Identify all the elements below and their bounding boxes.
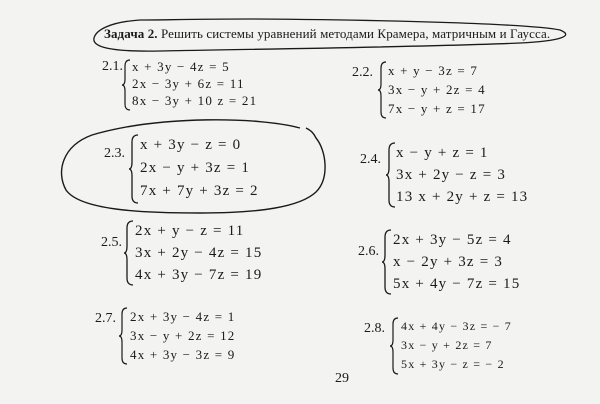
equation: 8x − 3y + 10 z = 21 [132,93,258,108]
equation: 7x + 7y + 3z = 2 [140,183,259,199]
equation: 2x + 3y − 4z = 1 [130,309,236,324]
equation: 2x − y + 3z = 1 [140,160,251,176]
equation-system [388,61,486,118]
brace-icon [390,317,400,380]
equation: 13 x + 2y + z = 13 [396,189,529,205]
equation-system [135,220,262,286]
equation: x + y − 3z = 7 [388,63,479,78]
brace-icon [119,307,129,370]
equation: x − y + z = 1 [396,145,489,161]
task-heading [104,26,550,42]
equation-system [130,307,235,364]
equation: 5x + 3y − z = − 2 [401,357,505,371]
equation: 2x + 3y − 5z = 4 [393,232,512,248]
equation-system [132,58,257,109]
brace-icon [378,61,388,124]
equation: 3x + 2y − 4z = 15 [135,245,263,261]
equation: 2x − 3y + 6z = 11 [132,76,245,91]
brace-icon [382,229,393,300]
equation-system [140,134,259,203]
page-number: 29 [335,371,349,386]
task-label: Задача 2. [104,26,158,41]
equation: 3x − y + 2z = 12 [130,328,236,343]
problem-number: 2.2. [352,65,373,80]
equation: x − 2y + 3z = 3 [393,254,504,270]
problem-number: 2.5. [101,235,122,250]
equation: 4x + 4y − 3z = − 7 [401,319,512,333]
problem-number: 2.7. [95,311,116,326]
equation: x + 3y − z = 0 [140,137,242,153]
equation: 4x + 3y − 3z = 9 [130,347,236,362]
brace-icon [129,134,140,209]
task-instructions: Решить системы уравнений методами Крамера, матричным и Гаусса. [157,26,551,41]
equation: 5x + 4y − 7z = 15 [393,276,521,292]
equation: 3x − y + 2z = 7 [401,338,493,352]
problem-number: 2.8. [364,321,385,336]
equation: x + 3y − 4z = 5 [132,59,230,74]
problem-number: 2.6. [358,244,379,259]
equation-system [396,142,528,208]
equation: 7x − y + z = 17 [388,101,486,116]
problem-number: 2.3. [104,146,125,161]
equation-system [401,317,512,374]
problem-number: 2.4. [360,152,381,167]
equation: 2x + y − z = 11 [135,223,245,239]
equation: 4x + 3y − 7z = 19 [135,267,263,283]
equation: 3x − y + 2z = 4 [388,82,486,97]
equation-system [393,229,520,295]
equation: 3x + 2y − z = 3 [396,167,507,183]
brace-icon [122,59,132,116]
problem-number: 2.1. [102,59,123,74]
brace-icon [124,220,135,291]
